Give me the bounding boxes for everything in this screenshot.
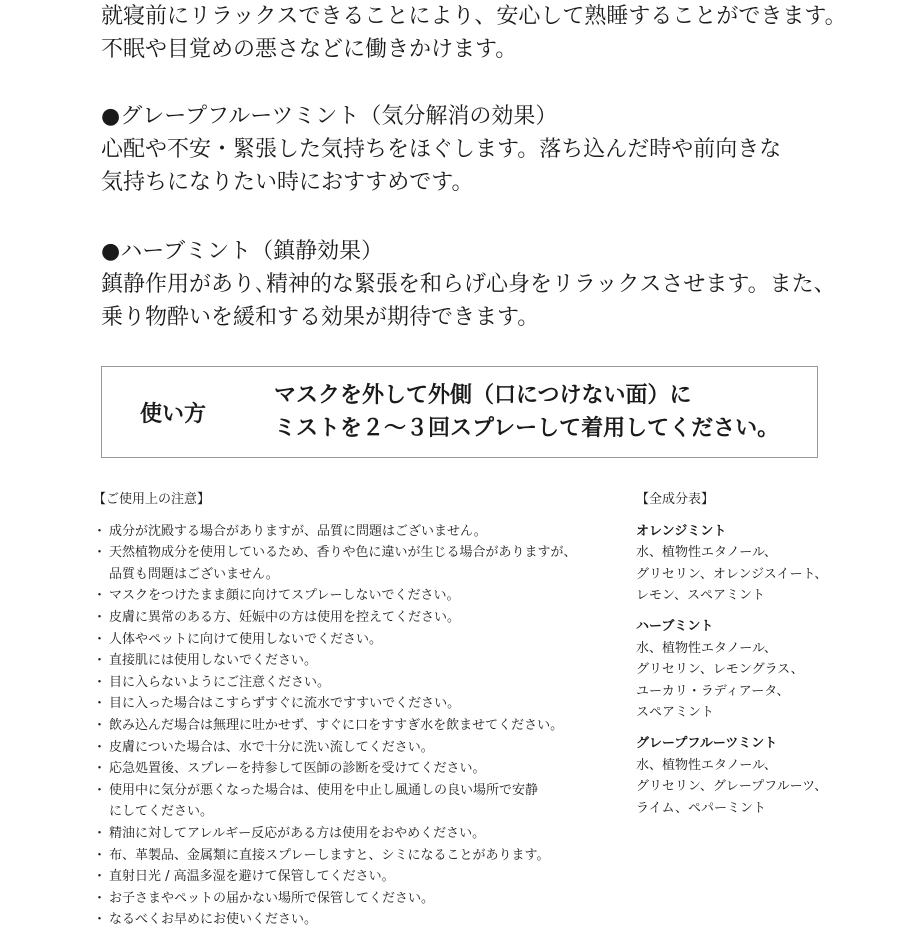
precaution-item <box>93 866 613 888</box>
intro-line: 不眠や目覚めの悪さなどに働きかけます。 <box>101 37 518 62</box>
precaution-text: 品質も問題はございません。 <box>109 566 279 582</box>
precaution-text: ・ 使用中に気分が悪くなった場合は、使用を中止し風通しの良い場所で安静 <box>109 782 539 798</box>
ingredients-title: 【全成分表】 <box>636 492 715 507</box>
grapefruit-heading: ●グレープフルーツミント（気分解消の効果） <box>101 104 558 129</box>
ingredient-group-name: オレンジミント <box>636 523 727 539</box>
precaution-item <box>93 888 613 910</box>
grapefruit-section <box>101 100 860 199</box>
ingredient-line: ライム、ペパーミント <box>636 800 767 816</box>
precaution-text: ・ 布、革製品、金属類に直接スプレーしますと、シミになることがあります。 <box>109 847 550 863</box>
precaution-item <box>93 693 613 715</box>
ingredient-line: 水、植物性エタノール、 <box>636 757 777 773</box>
precautions-list <box>93 521 613 931</box>
usage-line: ミストを２～３回スプレーして着用してください。 <box>274 416 780 441</box>
herb-line: 鎮静作用があり､精神的な緊張を和らげ心身をリラックスさせます。また、 <box>101 272 836 297</box>
precaution-item <box>93 737 613 759</box>
precaution-item <box>93 823 613 845</box>
precaution-item <box>93 585 613 607</box>
precaution-item <box>93 607 613 629</box>
usage-instructions <box>274 379 779 445</box>
intro-paragraph <box>101 0 860 66</box>
precaution-item <box>93 780 613 823</box>
herb-line: 乗り物酔いを緩和する効果が期待できます。 <box>101 305 540 330</box>
intro-line: 就寝前にリラックスできることにより、安心して熟睡することができます。 <box>101 4 847 29</box>
ingredient-line: ユーカリ・ラディアータ、 <box>636 683 790 699</box>
precaution-text: ・ 飲み込んだ場合は無理に吐かせず、すぐに口をすすぎ水を飲ませてください。 <box>109 717 564 733</box>
precaution-text: ・ 直射日光 / 高温多湿を避けて保管してください。 <box>109 869 395 885</box>
precaution-item <box>93 672 613 694</box>
precaution-item <box>93 758 613 780</box>
precaution-text: ・ お子さまやペットの届かない場所で保管してください。 <box>109 890 435 906</box>
precaution-text: ・ 直接肌には使用しないでください。 <box>109 653 318 669</box>
ingredient-group-name: グレープフルーツミント <box>636 735 778 751</box>
precaution-item <box>93 909 613 931</box>
ingredient-line: グリセリン、グレープフルーツ、 <box>636 779 828 795</box>
precaution-item <box>93 715 613 737</box>
precaution-text: ・ 皮膚についた場合は、水で十分に洗い流してください。 <box>109 739 434 755</box>
grapefruit-line: 気持ちになりたい時におすすめです。 <box>101 170 474 195</box>
ingredient-line: 水、植物性エタノール、 <box>636 545 777 561</box>
precaution-item <box>93 521 613 543</box>
precaution-text: にしてください。 <box>109 804 214 820</box>
ingredients-section <box>636 489 876 828</box>
precaution-text: ・ 目に入らないようにご注意ください。 <box>109 674 331 690</box>
ingredient-group <box>636 733 876 819</box>
precaution-item <box>93 845 613 867</box>
ingredient-line: レモン、スペアミント <box>636 588 765 604</box>
ingredient-group <box>636 616 876 724</box>
ingredient-group <box>636 521 876 607</box>
grapefruit-line: 心配や不安・緊張した気持ちをほぐします。落ち込んだ時や前向きな <box>101 137 782 162</box>
precaution-text: ・ 目に入った場合はこすらずすぐに流水ですすいでください。 <box>109 696 461 712</box>
precaution-item <box>93 542 613 585</box>
precaution-text: ・ なるべくお早めにお使いください。 <box>109 912 318 928</box>
precaution-text: ・ 人体やペットに向けて使用しないでください。 <box>109 631 383 647</box>
precaution-text: ・ 皮膚に異常のある方、妊娠中の方は使用を控えてください。 <box>109 609 461 625</box>
precaution-text: ・ 成分が沈殿する場合がありますが、品質に問題はございません。 <box>109 523 487 539</box>
herb-section <box>101 235 860 334</box>
precaution-text: ・ マスクをつけたまま顔に向けてスプレーしないでください。 <box>109 588 460 604</box>
ingredient-line: スペアミント <box>636 705 715 721</box>
ingredient-line: グリセリン、オレンジスイート、 <box>636 566 828 582</box>
precaution-text: ・ 応急処置後、スプレーを持参して医師の診断を受けてください。 <box>109 761 486 777</box>
herb-heading: ●ハーブミント（鎮静効果） <box>101 239 384 264</box>
precaution-item <box>93 629 613 651</box>
precaution-text: ・ 精油に対してアレルギー反応がある方は使用をおやめください。 <box>109 825 486 841</box>
ingredient-line: 水、植物性エタノール、 <box>636 640 777 656</box>
usage-label: 使い方 <box>140 402 207 427</box>
usage-box <box>101 366 818 458</box>
usage-line: マスクを外して外側（口につけない面）に <box>274 383 692 408</box>
ingredient-line: グリセリン、レモングラス、 <box>636 662 804 678</box>
ingredient-group-name: ハーブミント <box>636 618 714 634</box>
ingredients-groups <box>636 521 876 820</box>
precaution-text: ・ 天然植物成分を使用しているため、香りや色に違いが生じる場合がありますが、 <box>109 545 577 561</box>
precautions-section <box>93 489 613 931</box>
precaution-item <box>93 650 613 672</box>
precautions-title: 【ご使用上の注意】 <box>93 492 211 507</box>
